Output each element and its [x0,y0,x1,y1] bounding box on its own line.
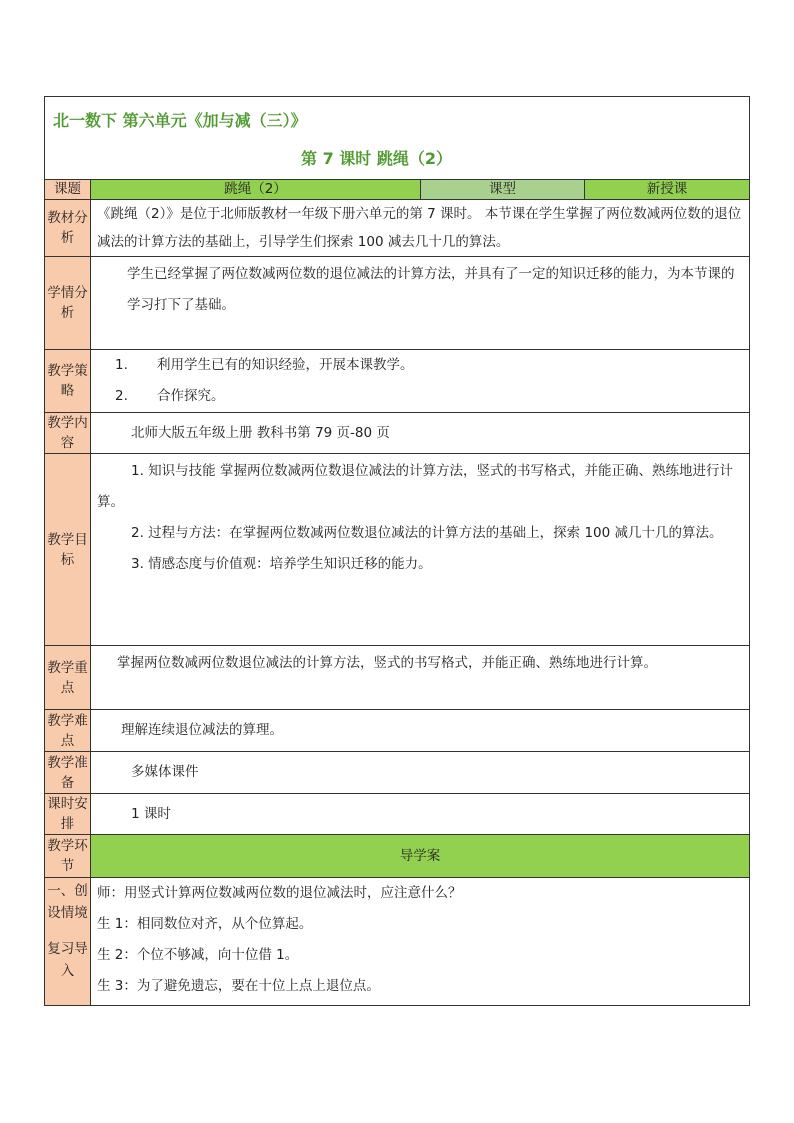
prep-label: 教学准备 [45,752,91,794]
intro-label [45,878,91,1006]
key-text [91,646,750,710]
prep-value: 多媒体课件 [131,764,199,780]
strategy-num: 2. [115,388,128,404]
strategy-list [91,350,750,413]
strategy-num: 1. [115,357,128,373]
topic-value: 跳绳（2） [91,180,421,200]
difficulty-text [91,710,750,752]
material-text [91,200,750,257]
key-label: 教学重点 [45,646,91,710]
goals-label: 教学目标 [45,454,91,646]
content-text [91,413,750,454]
students-paragraph: 学生已经掌握了两位数减两位数的退位减法的计算方法，并具有了一定的知识迁移的能力，为本节课的学习打下了基础。 [127,266,735,313]
strategy-item [97,381,743,412]
stage-label: 教学环节 [45,835,91,878]
dialogue-line: 生 2：个位不够减，向十位借 1。 [97,947,299,963]
time-text [91,794,750,835]
intro-dialogue [91,878,750,1006]
goals-list [91,454,750,646]
document-title: 北一数下 第六单元《加与减（三）》 [45,97,750,140]
goal-item: 3. 情感态度与价值观：培养学生知识迁移的能力。 [131,556,432,572]
topic-label: 课题 [45,180,91,200]
strategy-text: 利用学生已有的知识经验，开展本课教学。 [157,357,414,373]
prep-text [91,752,750,794]
lesson-plan-sheet [44,96,749,1006]
type-value: 新授课 [585,180,750,200]
dialogue-line: 生 3：为了避免遗忘，要在十位上点上退位点。 [97,978,380,994]
difficulty-label: 教学难点 [45,710,91,752]
content-value: 北师大版五年级上册 教科书第 79 页-80 页 [131,424,390,441]
students-text [91,257,750,350]
intro-label-bottom: 复习导入 [47,941,88,979]
strategy-text: 合作探究。 [157,388,225,404]
strategy-item [97,350,743,381]
goal-item: 1. 知识与技能 掌握两位数减两位数退位减法的计算方法，竖式的书写格式，并能正确、熟练地进行计算。 [97,463,733,510]
key-value: 掌握两位数减两位数退位减法的计算方法，竖式的书写格式，并能正确、熟练地进行计算。 [117,655,657,671]
stage-value: 导学案 [91,835,750,878]
dialogue-line: 生 1：相同数位对齐，从个位算起。 [97,916,313,932]
dialogue-line: 师：用竖式计算两位数减两位数的退位减法时，应注意什么？ [97,885,462,901]
lesson-plan-table [44,96,750,1006]
material-label: 教材分析 [45,200,91,257]
students-label: 学情分析 [45,257,91,350]
time-value: 1 课时 [131,805,171,822]
lesson-title: 第 7 课时 跳绳（2） [45,139,750,180]
goal-item: 2. 过程与方法：在掌握两位数减两位数退位减法的计算方法的基础上，探索 100 减几十几的算法。 [131,525,723,541]
material-paragraph: 《跳绳（2）》是位于北师版教材一年级下册六单元的第 7 课时。 本节课在学生掌握了两位数减两位数的退位减法的计算方法的基础上，引导学生们探索 100 减去几十几的算法。 [97,206,742,250]
difficulty-value: 理解连续退位减法的算理。 [121,722,283,738]
type-label: 课型 [421,180,585,200]
intro-label-top: 一、创设情境 [47,883,88,921]
content-label: 教学内容 [45,413,91,454]
strategy-label: 教学策略 [45,350,91,413]
time-label: 课时安排 [45,794,91,835]
